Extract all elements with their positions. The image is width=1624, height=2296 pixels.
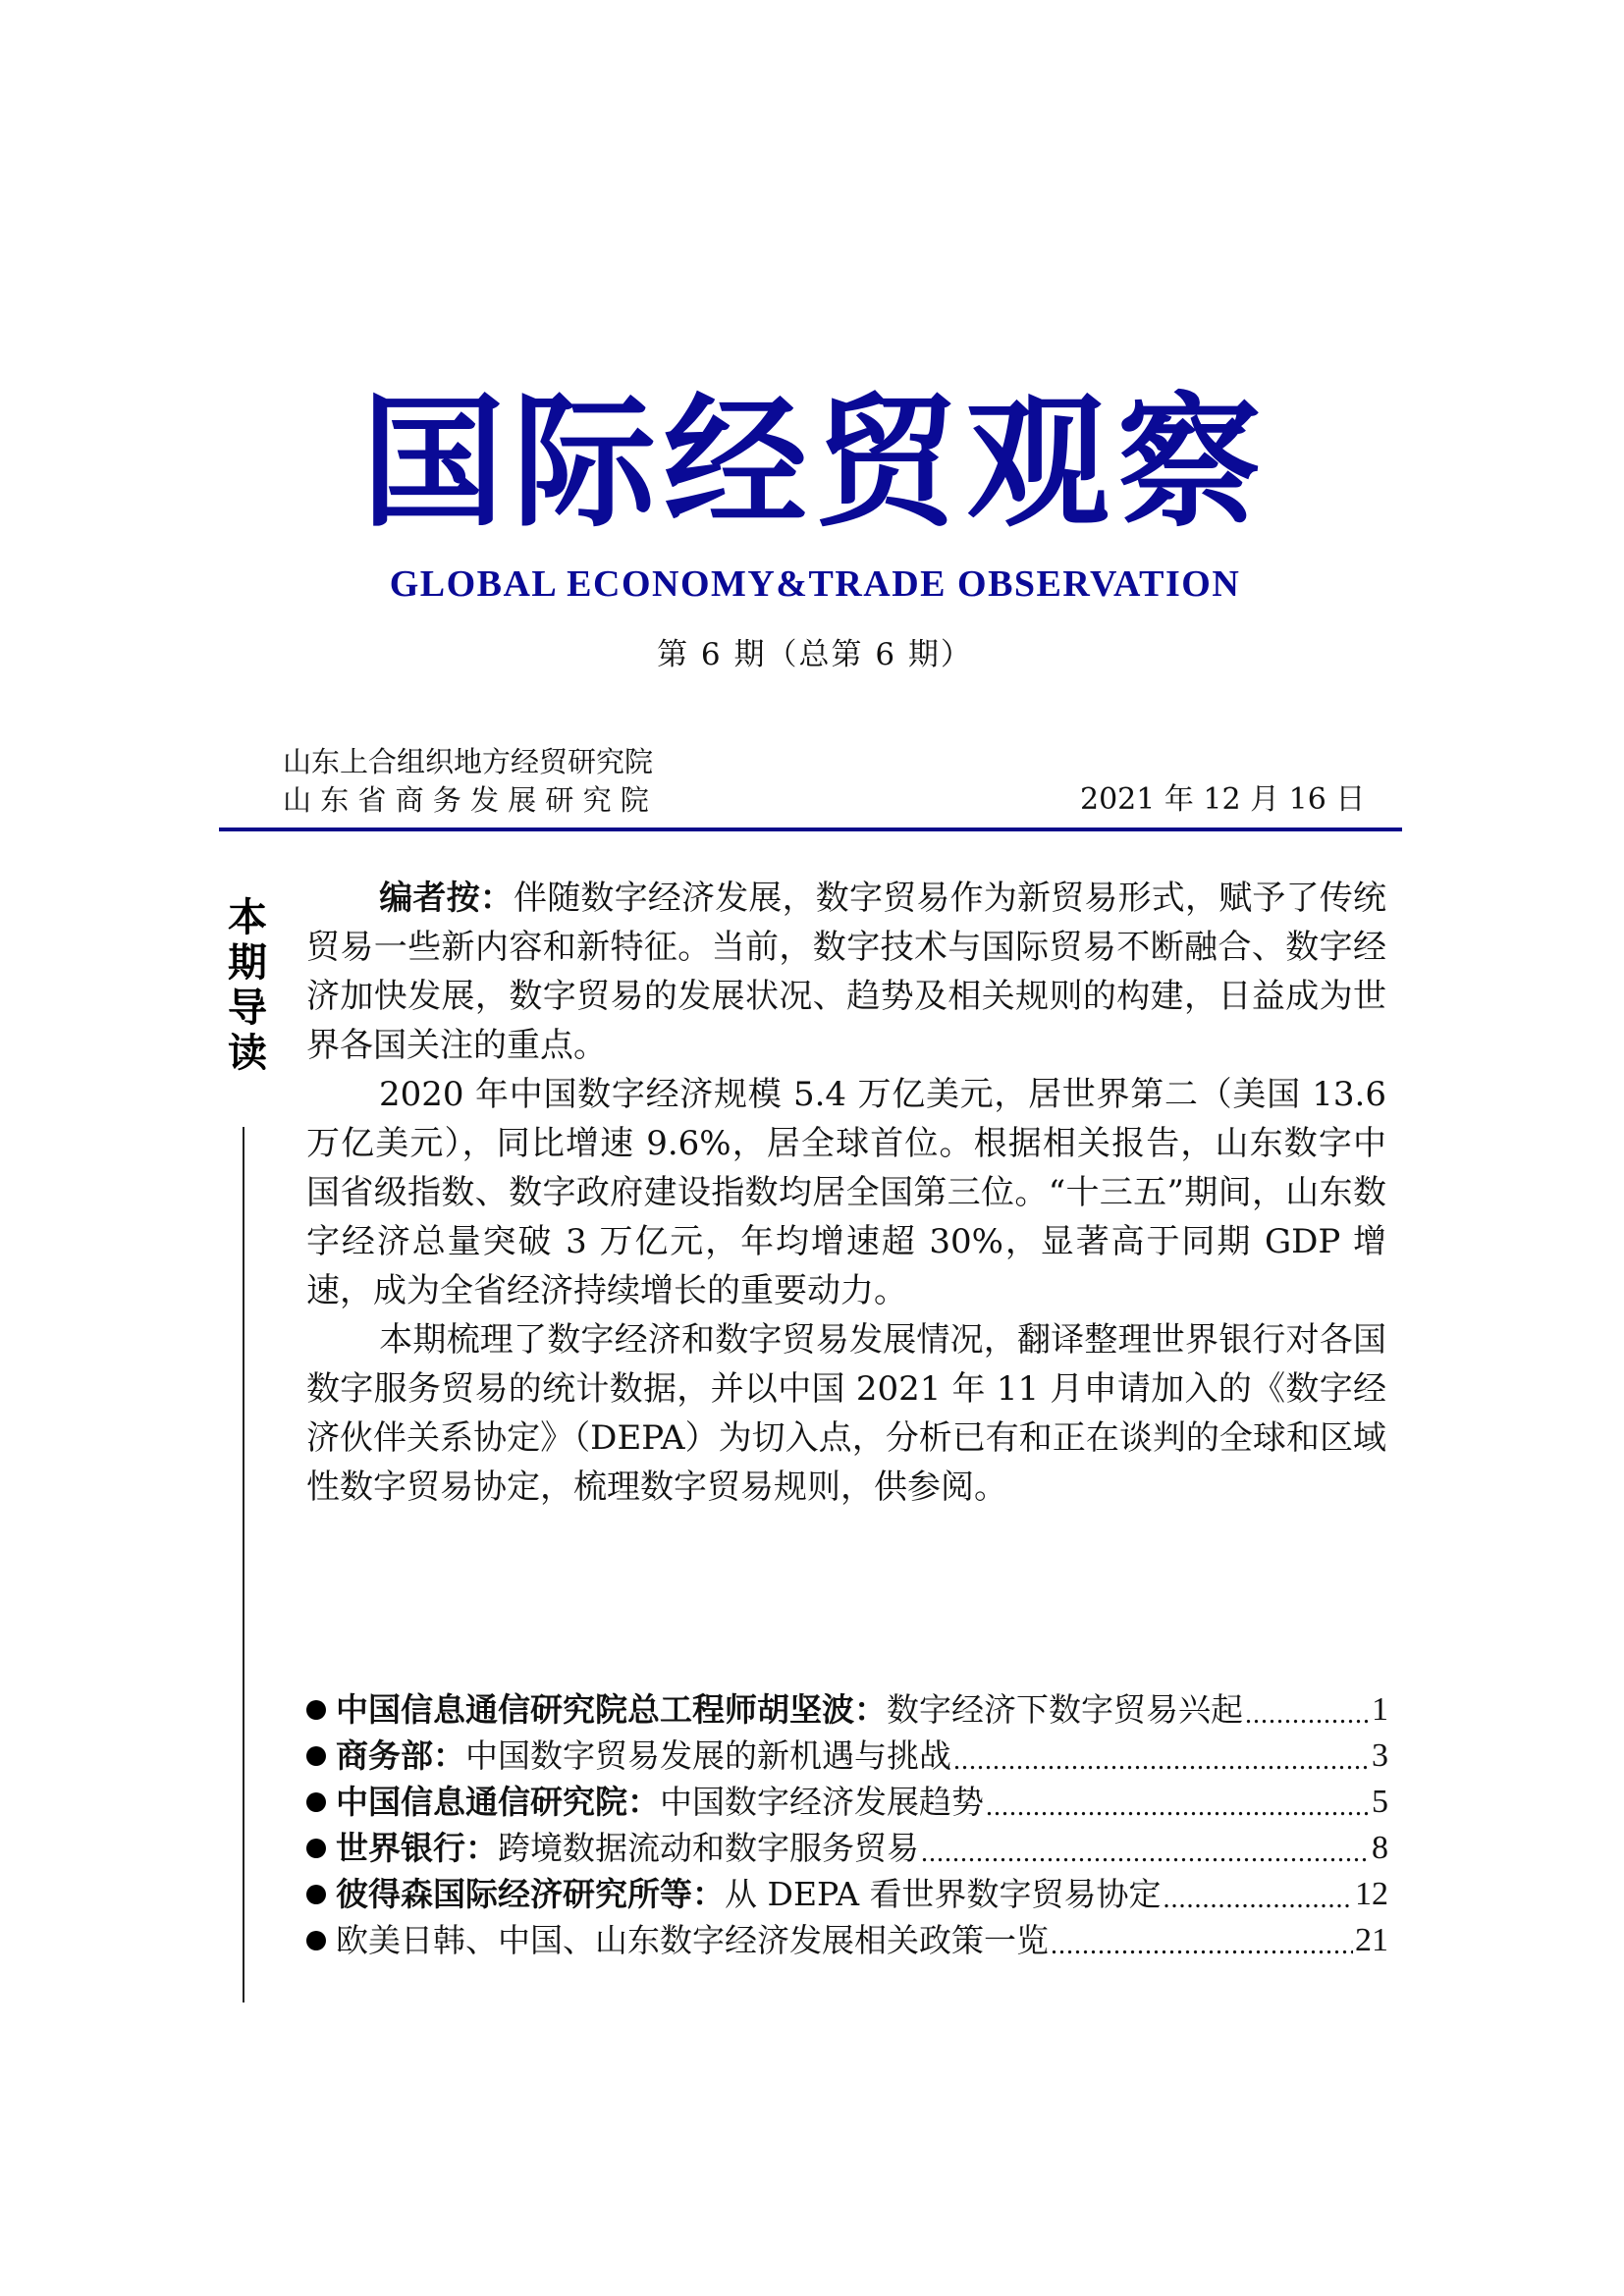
toc-item[interactable] — [306, 1733, 1388, 1779]
toc-item[interactable] — [306, 1917, 1388, 1963]
intro-text-3: 本期梳理了数字经济和数字贸易发展情况，翻译整理世界银行对各国数字服务贸易的统计数据，并以中国 2021 年 11 月申请加入的《数字经济伙伴关系协定》（DEPA）为切入点，分析已有和正在谈判的全球和区域性数字贸易协定，梳理数字贸易规则，供参阅。 — [306, 1320, 1386, 1507]
publisher-1: 山东上合组织地方经贸研究院 — [283, 745, 654, 778]
toc-item[interactable] — [306, 1686, 1388, 1733]
toc-title: 跨境数据流动和数字服务贸易 — [498, 1829, 919, 1867]
bullet-icon — [306, 1931, 326, 1950]
journal-title: 国际经贸观察 — [361, 380, 1269, 547]
section-label — [224, 895, 271, 1076]
toc-item[interactable] — [306, 1779, 1388, 1825]
toc-source: 彼得森国际经济研究所等： — [336, 1875, 725, 1913]
bullet-icon — [306, 1839, 326, 1858]
section-label-char: 读 — [228, 1031, 267, 1076]
toc-item[interactable] — [306, 1871, 1388, 1917]
section-label-char: 期 — [228, 940, 267, 986]
dot-leader — [921, 1836, 1370, 1871]
dot-leader — [1245, 1697, 1370, 1733]
dot-leader — [1051, 1928, 1353, 1963]
toc-page: 3 — [1372, 1737, 1388, 1774]
toc-page: 12 — [1355, 1876, 1388, 1912]
intro-text-1: 伴随数字经济发展，数字贸易作为新贸易形式，赋予了传统贸易一些新内容和新特征。当前，数字技术与国际贸易不断融合、数字经济加快发展，数字贸易的发展状况、趋势及相关规则的构建，日益成为世界各国关注的重点。 — [306, 879, 1386, 1065]
header-divider — [219, 828, 1402, 831]
toc-page: 8 — [1372, 1830, 1388, 1866]
dot-leader — [1164, 1882, 1353, 1917]
toc-title: 欧美日韩、中国、山东数字经济发展相关政策一览 — [336, 1921, 1049, 1959]
publisher-2: 山东省商务发展研究院 — [283, 783, 659, 817]
toc-page: 21 — [1355, 1922, 1388, 1958]
issue-number: 第 6 期（总第 6 期） — [657, 637, 973, 672]
toc-title: 中国数字贸易发展的新机遇与挑战 — [465, 1736, 951, 1775]
bullet-icon — [306, 1746, 326, 1766]
table-of-contents — [306, 1686, 1388, 1963]
side-divider — [243, 1127, 244, 2002]
bullet-icon — [306, 1792, 326, 1812]
toc-source: 中国信息通信研究院总工程师胡坚波： — [336, 1690, 887, 1729]
toc-page: 5 — [1372, 1784, 1388, 1820]
bullet-icon — [306, 1700, 326, 1720]
intro-text-2: 2020 年中国数字经济规模 5.4 万亿美元，居世界第二（美国 13.6 万亿美元），同比增速 9.6%，居全球首位。根据相关报告，山东数字中国省级指数、数字政府建设指数均居全国第三位。“十三五”期间，山东数字经济总量突破 3 万亿元，年均增速超 30%，显著高于同期 GDP 增速，成为全省经济持续增长的重要动力。 — [306, 1075, 1386, 1310]
intro-paragraph-2 — [306, 1070, 1386, 1315]
section-label-char: 本 — [228, 895, 267, 940]
toc-title: 从 DEPA 看世界数字贸易协定 — [725, 1875, 1162, 1913]
intro-paragraph-1 — [306, 874, 1386, 1070]
toc-title: 中国数字经济发展趋势 — [660, 1783, 984, 1821]
dot-leader — [986, 1789, 1370, 1825]
toc-source: 商务部： — [336, 1736, 465, 1775]
publish-date: 2021 年 12 月 16 日 — [1080, 782, 1366, 817]
toc-source: 中国信息通信研究院： — [336, 1783, 660, 1821]
dot-leader — [953, 1743, 1370, 1779]
toc-source: 世界银行： — [336, 1829, 498, 1867]
intro-paragraph-3 — [306, 1315, 1386, 1512]
toc-title: 数字经济下数字贸易兴起 — [887, 1690, 1243, 1729]
journal-subtitle: GLOBAL ECONOMY&TRADE OBSERVATION — [389, 563, 1241, 605]
toc-page: 1 — [1372, 1691, 1388, 1728]
bullet-icon — [306, 1885, 326, 1904]
section-label-char: 导 — [228, 986, 267, 1031]
toc-item[interactable] — [306, 1825, 1388, 1871]
editor-note-label: 编者按： — [379, 879, 514, 918]
